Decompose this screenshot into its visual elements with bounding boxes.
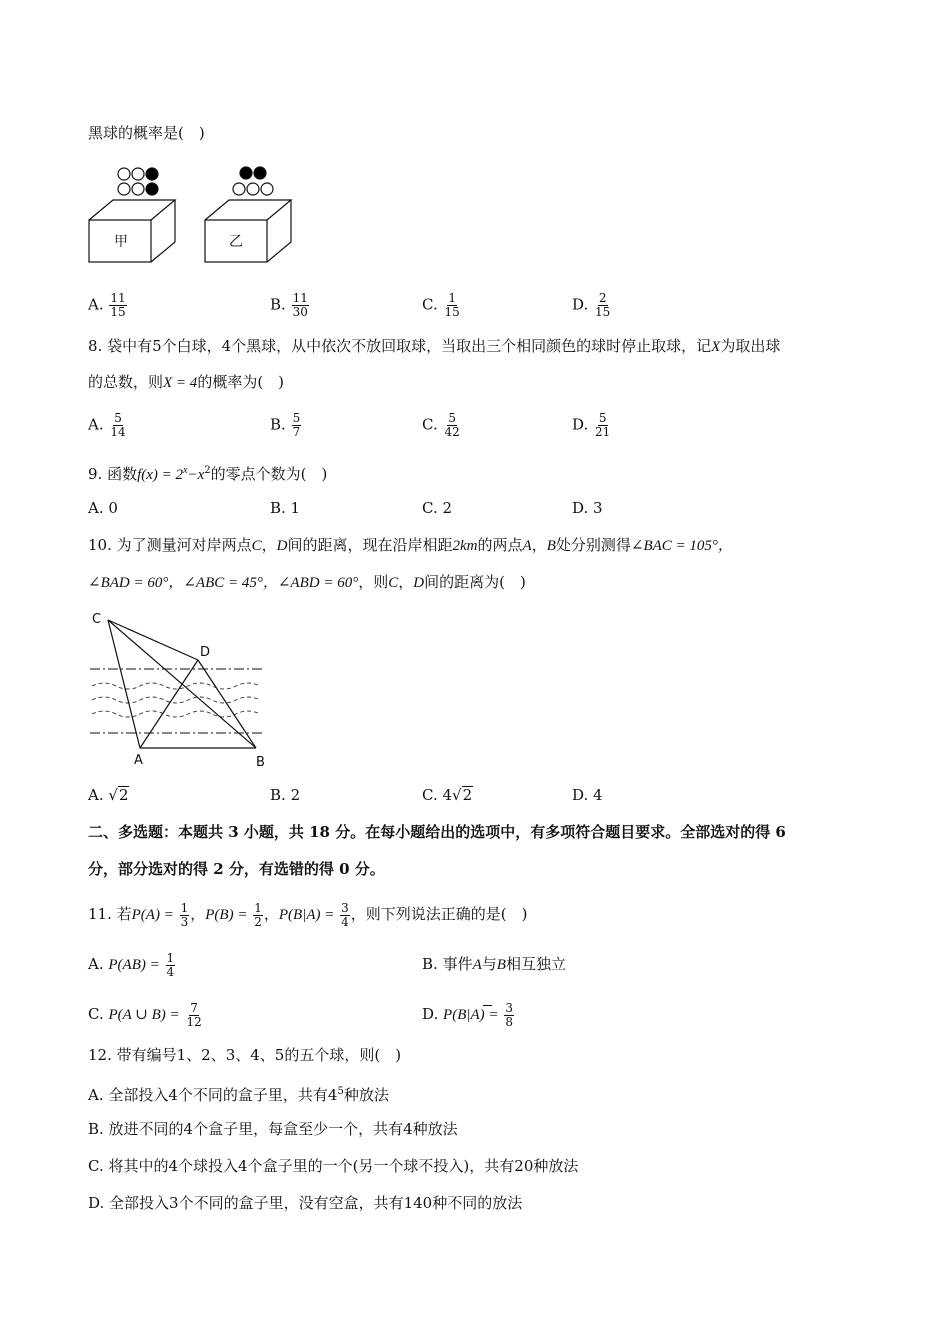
q11-option-c: C. P(A ∪ B) = $\frac{7}{12}$ <box>88 1000 202 1029</box>
q10-option-a: A. √2 <box>88 786 129 804</box>
river-waves <box>92 683 260 717</box>
q12-option-c: C. 将其中的4个球投入4个盒子里的一个(另一个球不投入)，共有20种放法 <box>88 1157 579 1175</box>
point-label-c: C <box>92 612 102 627</box>
point-label-a: A <box>134 753 143 768</box>
q12-option-d: D. 全部投入3个不同的盒子里，没有空盒，共有140种不同的放法 <box>88 1194 523 1212</box>
box-a <box>89 200 175 262</box>
q12-option-b: B. 放进不同的4个盒子里，每盒至少一个，共有4种放法 <box>88 1120 458 1138</box>
section2-heading-line2: 分，部分选对的得 2 分，有选错的得 0 分。 <box>88 860 385 878</box>
q9-option-b: B. 1 <box>270 499 301 517</box>
triangle-lines <box>108 620 256 748</box>
q8-option-c: C. $\frac{5}{42}$ <box>422 411 460 439</box>
q10-option-d: D. 4 <box>572 786 603 804</box>
q7-stem-tail: 黑球的概率是( ) <box>88 124 205 142</box>
q10-stem-line1: 10. 为了测量河对岸两点C，D间的距离，现在沿岸相距2km的两点A，B处分别测得∠BAC = 105°， <box>88 536 733 554</box>
q8-stem-line2: 的总数，则X = 4的概率为( ) <box>88 373 285 391</box>
q8-option-d: D. $\frac{5}{21}$ <box>572 411 611 439</box>
q8-option-a: A. $\frac{5}{14}$ <box>88 411 126 439</box>
q12-stem: 12. 带有编号1、2、3、4、5的五个球，则( ) <box>88 1046 402 1064</box>
q12-option-a: A. 全部投入4个不同的盒子里，共有$4^5$种放法 <box>88 1086 389 1104</box>
q10-option-b: B. 2 <box>270 786 301 804</box>
point-label-b: B <box>256 755 265 770</box>
q10-option-c: C. 4√2 <box>422 786 473 804</box>
q7-option-d: D. $\frac{2}{15}$ <box>572 291 611 319</box>
q8-option-b: B. $\frac{5}{7}$ <box>270 411 301 439</box>
q9-stem: 9. 函数$f(x) = 2^x-x^2$的零点个数为( ) <box>88 465 328 483</box>
q7-option-c: C. $\frac{1}{15}$ <box>422 291 460 319</box>
q9-option-d: D. 3 <box>572 499 603 517</box>
box-a-label: 甲 <box>114 234 128 250</box>
q10-river-figure <box>86 606 276 774</box>
box-a-balls <box>118 168 158 195</box>
q8-stem-line1: 8. 袋中有5个白球，4个黑球，从中依次不放回取球，当取出三个相同颜色的球时停止取球，记X为取出球 <box>88 337 781 355</box>
overline-a-mark <box>483 1005 492 1006</box>
box-b-label: 乙 <box>229 234 243 250</box>
q7-option-b: B. $\frac{11}{30}$ <box>270 291 308 319</box>
q11-stem: 11. 若P(A) = $\frac{1}{3}$ ，P(B) = $\frac{1}{2}$ ，P(B|A) = $\frac{3}{4}$ ，则下列说法正确的是( ) <box>88 900 528 929</box>
q7-option-a: A. $\frac{11}{15}$ <box>88 291 126 319</box>
q10-stem-line2: ∠BAD = 60°，∠ABC = 45°，∠ABD = 60°，则C，D间的距离为( ) <box>88 573 526 591</box>
point-label-d: D <box>200 645 211 660</box>
q11-option-a: A. P(AB) = $\frac{1}{4}$ <box>88 950 175 979</box>
q9-option-a: A. 0 <box>88 499 118 517</box>
q7-boxes-figure <box>86 160 306 268</box>
section2-heading-line1: 二、多选题：本题共 3 小题，共 18 分。在每小题给出的选项中，有多项符合题目要求。全部选对的得 6 <box>88 823 786 841</box>
q11-option-b: B. 事件A与B相互独立 <box>422 955 566 973</box>
box-b-balls <box>233 167 273 195</box>
box-b <box>205 200 291 262</box>
q11-option-d: D. P(B|A) = $\frac{3}{8}$ <box>422 1000 513 1029</box>
q9-option-c: C. 2 <box>422 499 453 517</box>
